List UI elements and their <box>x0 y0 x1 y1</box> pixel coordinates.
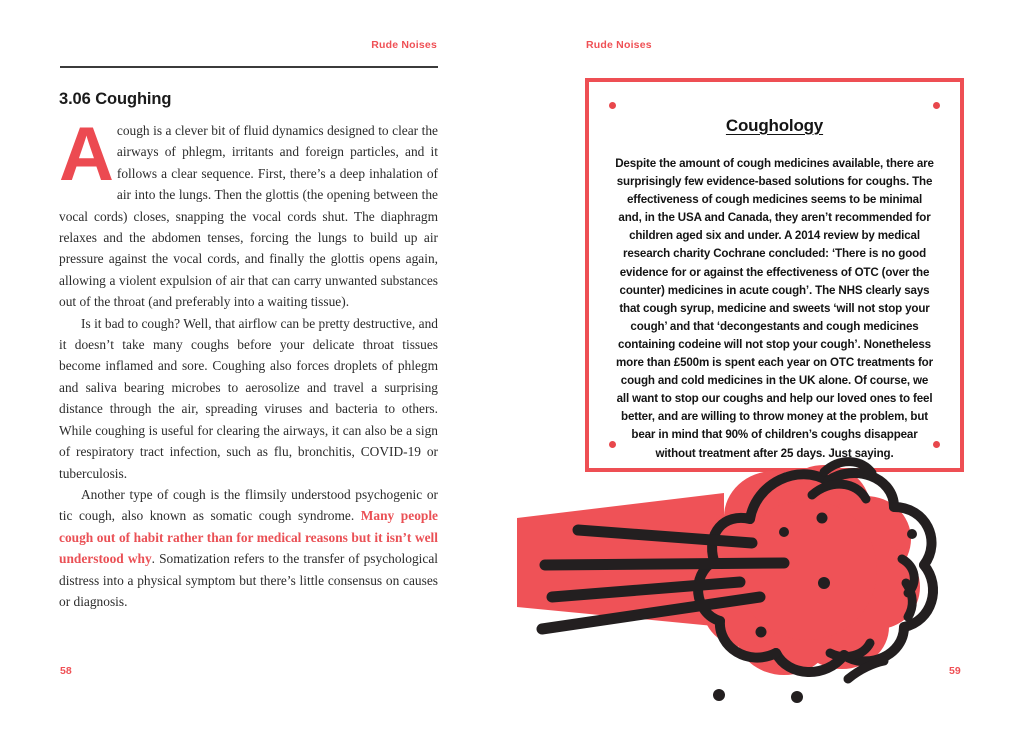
paragraph-1-text: cough is a clever bit of fluid dynamics designed to clear the airways of phlegm, irritants and foreign particles, and it follows a clear sequence. First, there’s a deep inhalation of air into the lungs. Then the glottis (the opening between the vocal cords) closes, snapping the vocal cords shut. The diaphragm relaxes and the abdomen tenses, forcing the lungs to build up air pressure against the vocal cords, and finally the glottis opens again, allowing a violent expulsion of air that can carry unwanted substances out of the throat (and preferably into a waiting tissue). <box>59 123 438 310</box>
paragraph-3-text-part-1: Another type of cough is the flimsily understood psychogenic or tic cough, also known as somatic cough syndrome. <box>59 486 438 524</box>
paragraph-3-text-part-2: . Somatization refers to the transfer of psychological distress into a physical symptom but there’s little consensus on causes or diagnosis. <box>59 551 438 609</box>
cough-burst-illustration <box>512 455 1024 729</box>
fact-box-inner <box>592 85 957 465</box>
page-title: 3.06 Coughing <box>59 90 172 109</box>
paragraph-3-highlighted-text: Many people cough out of habit rather than for medical reasons but it isn’t well understood why <box>59 508 438 567</box>
body-column <box>59 112 438 612</box>
corner-dot-top-right-icon <box>933 102 940 109</box>
running-head-left: Rude Noises <box>371 39 437 51</box>
corner-dot-top-left-icon <box>609 102 616 109</box>
fact-box-title: Coughology <box>725 116 824 135</box>
running-head-right: Rude Noises <box>586 39 652 51</box>
corner-dot-bottom-left-icon <box>609 441 616 448</box>
fact-box <box>585 78 964 472</box>
paragraph-2 <box>59 313 438 484</box>
header-rule <box>60 66 438 68</box>
left-page <box>0 0 512 729</box>
corner-dot-bottom-right-icon <box>933 441 940 448</box>
paragraph-1 <box>59 112 438 313</box>
page-number-left: 58 <box>60 665 72 677</box>
drop-cap-letter: A <box>59 112 114 197</box>
fact-box-body: Despite the amount of cough medicines available, there are surprisingly few evidence-based solutions for coughs. The effectiveness of cough medicines seems to be minimal and, in the USA and Canada, they aren’t recommended for children aged six and under. A 2014 review by medical research charity Cochrane concluded: ‘There is no good evidence for or against the effectiveness of OTC (over the counter) medicines in acute cough’. The NHS clearly says that cough syrup, medicine and sweets ‘will not stop your cough’ and that ‘decongestants and cough medicines containing codeine will not stop your cough’. Nonetheless more than £500m is spent each year on OTC treatments for cough and cold medicines in the UK alone. Of course, we all want to stop our coughs and help our loved ones to feel better, and are willing to throw money at the problem, but bear in mind that 90% of children’s coughs disappear without treatment after 25 days. Just saying. <box>615 157 934 460</box>
paragraph-2-text: Is it bad to cough? Well, that airflow can be pretty destructive, and it doesn’t take many coughs before your delicate throat tissues become inflamed and sore. Coughing also forces droplets of phlegm and saliva bearing microbes to aerosolize and travel a surprising distance through the air, spreading viruses and bacteria to others. While coughing is useful for clearing the airways, it can also be a sign of respiratory tract infection, such as flu, bronchitis, COVID-19 or tuberculosis. <box>59 315 438 481</box>
right-page <box>512 0 1024 729</box>
page-number-right: 59 <box>949 665 961 677</box>
paragraph-3 <box>59 484 438 612</box>
